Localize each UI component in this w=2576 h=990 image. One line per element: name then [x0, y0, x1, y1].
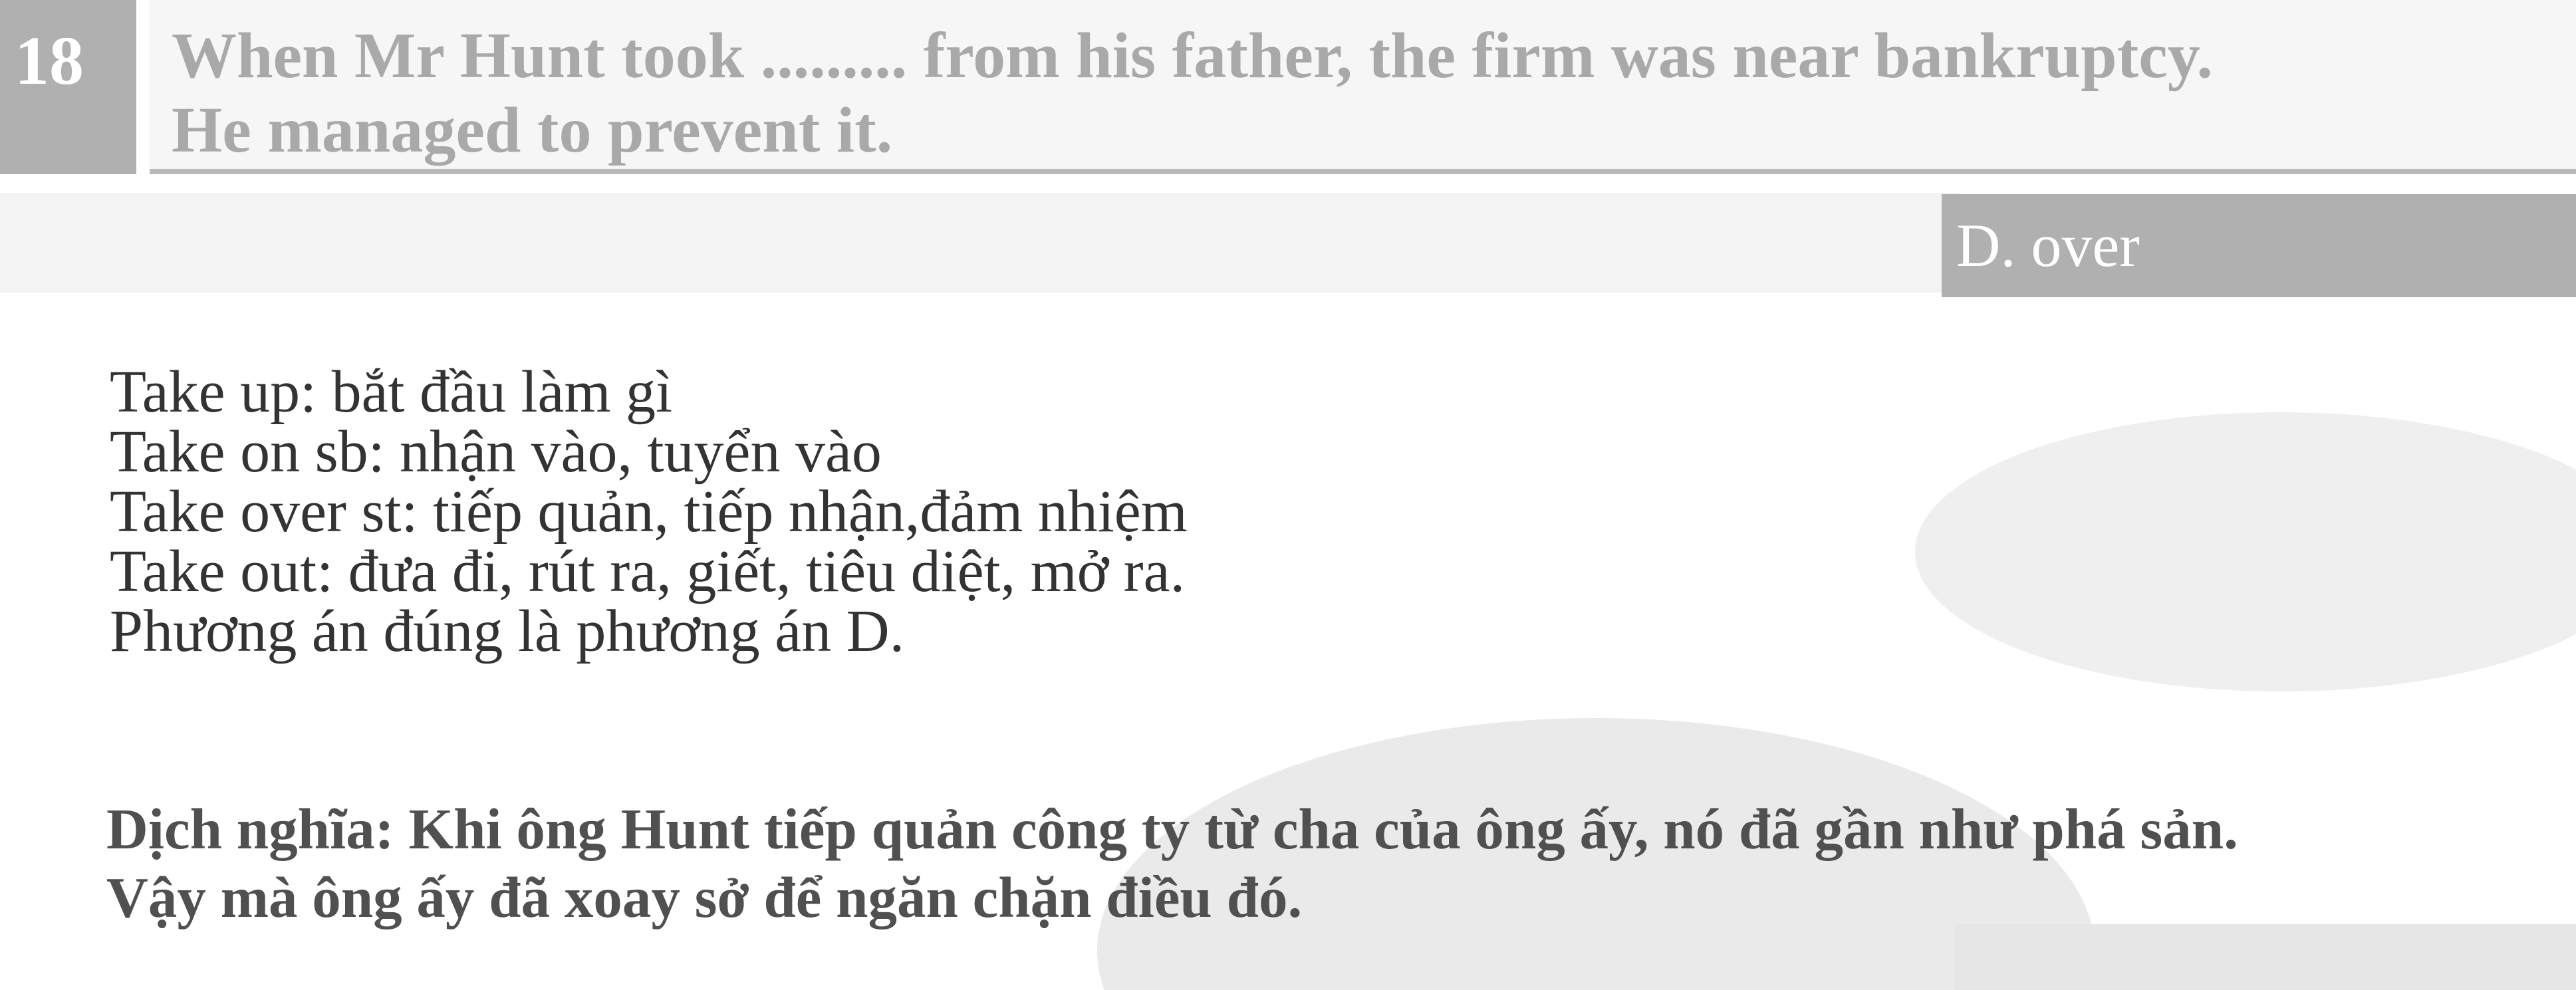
question-number: 18 — [0, 0, 136, 174]
explanation-line: Take up: bắt đầu làm gì — [110, 359, 672, 425]
explanation-line: Take out: đưa đi, rút ra, giết, tiêu diệt, mở ra. — [110, 539, 1186, 604]
explanation-line: Phương án đúng là phương án D. — [110, 598, 905, 664]
question-line: When Mr Hunt took ......... from his father, the firm was near bankruptcy. — [172, 20, 2213, 92]
question-line: He managed to prevent it. — [172, 94, 893, 166]
explanation-line: Take on sb: nhận vào, tuyển vào — [110, 419, 882, 485]
answer-bar-background — [0, 193, 1962, 293]
explanation — [110, 359, 2570, 664]
translation-line: Dịch nghĩa: Khi ông Hunt tiếp quản công ty từ cha của ông ấy, nó đã gần như phá sản. — [106, 797, 2238, 861]
translation — [106, 795, 2573, 931]
answer-option: D. over — [1942, 194, 2576, 297]
question-text — [172, 19, 2552, 168]
scan-shadow — [1955, 924, 2576, 990]
explanation-line: Take over st: tiếp quản, tiếp nhận,đảm nhiệm — [110, 479, 1188, 545]
translation-line: Vậy mà ông ấy đã xoay sở để ngăn chặn điều đó. — [106, 865, 1303, 929]
